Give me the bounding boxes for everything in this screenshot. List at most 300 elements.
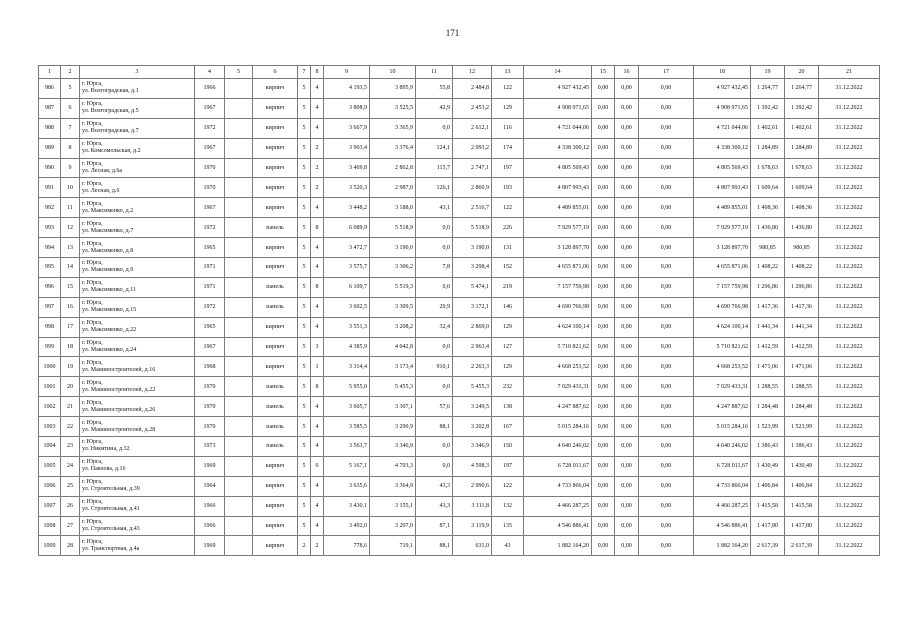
cell-col-12: 2 990,6 bbox=[453, 476, 492, 496]
address-cell bbox=[80, 238, 195, 258]
address-city: г. Юрга, bbox=[82, 479, 103, 486]
cell-col-17: 0,00 bbox=[639, 297, 694, 317]
cell-col-16: 0,00 bbox=[615, 337, 639, 357]
cell-col-6: кирпич bbox=[253, 158, 298, 178]
cell-col-9: 6 089,9 bbox=[324, 218, 370, 238]
cell-col-21: 31.12.2022 bbox=[819, 417, 880, 437]
cell-col-13: 131 bbox=[492, 238, 524, 258]
cell-col-4: 1970 bbox=[195, 417, 225, 437]
cell-col-7: 5 bbox=[298, 496, 311, 516]
cell-col-21: 31.12.2022 bbox=[819, 337, 880, 357]
cell-col-6: кирпич bbox=[253, 516, 298, 536]
row-subnumber: 17 bbox=[61, 317, 80, 337]
cell-col-15: 0,00 bbox=[592, 178, 615, 198]
row-number: 987 bbox=[39, 98, 61, 118]
address-city: г. Юрга, bbox=[82, 121, 103, 128]
cell-col-6: кирпич bbox=[253, 258, 298, 278]
cell-col-10: 3 173,4 bbox=[370, 357, 416, 377]
cell-col-4: 1970 bbox=[195, 377, 225, 397]
cell-col-8: 2 bbox=[311, 138, 324, 158]
cell-col-16: 0,00 bbox=[615, 277, 639, 297]
address-cell bbox=[80, 397, 195, 417]
row-number: 1002 bbox=[39, 397, 61, 417]
row-number: 1007 bbox=[39, 496, 61, 516]
cell-col-14: 4 733 866,04 bbox=[524, 476, 592, 496]
cell-col-12: 2 963,4 bbox=[453, 337, 492, 357]
row-subnumber: 10 bbox=[61, 178, 80, 198]
cell-col-17: 0,00 bbox=[639, 516, 694, 536]
cell-col-8: 4 bbox=[311, 397, 324, 417]
cell-col-14: 4 807 993,43 bbox=[524, 178, 592, 198]
row-number: 986 bbox=[39, 79, 61, 99]
cell-col-5 bbox=[225, 377, 253, 397]
cell-col-6: кирпич bbox=[253, 198, 298, 218]
cell-col-19: 1 436,80 bbox=[751, 218, 785, 238]
table-row bbox=[39, 297, 880, 317]
cell-col-11: 115,7 bbox=[416, 158, 453, 178]
cell-col-16: 0,00 bbox=[615, 138, 639, 158]
cell-col-15: 0,00 bbox=[592, 437, 615, 457]
cell-col-21: 31.12.2022 bbox=[819, 218, 880, 238]
cell-col-6: кирпич bbox=[253, 238, 298, 258]
cell-col-21: 31.12.2022 bbox=[819, 437, 880, 457]
cell-col-17: 0,00 bbox=[639, 437, 694, 457]
cell-col-10: 3 290,9 bbox=[370, 417, 416, 437]
row-number: 999 bbox=[39, 337, 61, 357]
cell-col-7: 5 bbox=[298, 79, 311, 99]
cell-col-5 bbox=[225, 536, 253, 556]
cell-col-11: 43,1 bbox=[416, 198, 453, 218]
cell-col-14: 4 338 300,12 bbox=[524, 138, 592, 158]
cell-col-14: 4 690 766,98 bbox=[524, 297, 592, 317]
cell-col-21: 31.12.2022 bbox=[819, 357, 880, 377]
address-street: ул. Строительная, д.43 bbox=[82, 526, 140, 533]
cell-col-15: 0,00 bbox=[592, 258, 615, 278]
cell-col-15: 0,00 bbox=[592, 297, 615, 317]
cell-col-13: 167 bbox=[492, 417, 524, 437]
address-cell bbox=[80, 357, 195, 377]
table-row bbox=[39, 79, 880, 99]
cell-col-4: 1967 bbox=[195, 138, 225, 158]
cell-col-9: 3 667,9 bbox=[324, 118, 370, 138]
cell-col-6: кирпич bbox=[253, 138, 298, 158]
cell-col-11: 0,0 bbox=[416, 218, 453, 238]
cell-col-5 bbox=[225, 496, 253, 516]
cell-col-14: 7 029 433,31 bbox=[524, 377, 592, 397]
address-city: г. Юрга, bbox=[82, 81, 103, 88]
address-city: г. Юрга, bbox=[82, 419, 103, 426]
cell-col-8: 4 bbox=[311, 238, 324, 258]
cell-col-17: 0,00 bbox=[639, 79, 694, 99]
cell-col-7: 5 bbox=[298, 397, 311, 417]
column-header-21: 21 bbox=[819, 66, 880, 79]
cell-col-10: 3 207,0 bbox=[370, 516, 416, 536]
row-subnumber: 20 bbox=[61, 377, 80, 397]
cell-col-13: 129 bbox=[492, 357, 524, 377]
address-city: г. Юрга, bbox=[82, 161, 103, 167]
cell-col-18: 4 466 287,25 bbox=[694, 496, 751, 516]
cell-col-13: 197 bbox=[492, 456, 524, 476]
cell-col-18: 4 805 569,43 bbox=[694, 158, 751, 178]
cell-col-12: 2 869,0 bbox=[453, 317, 492, 337]
header-row bbox=[39, 66, 880, 79]
cell-col-9: 5 167,1 bbox=[324, 456, 370, 476]
cell-col-5 bbox=[225, 357, 253, 377]
row-number: 1001 bbox=[39, 377, 61, 397]
column-header-7: 7 bbox=[298, 66, 311, 79]
row-subnumber: 14 bbox=[61, 258, 80, 278]
cell-col-16: 0,00 bbox=[615, 297, 639, 317]
cell-col-15: 0,00 bbox=[592, 158, 615, 178]
column-header-15: 15 bbox=[592, 66, 615, 79]
cell-col-10: 4 703,3 bbox=[370, 456, 416, 476]
cell-col-9: 3 575,7 bbox=[324, 258, 370, 278]
cell-col-19: 1 412,59 bbox=[751, 337, 785, 357]
table-row bbox=[39, 238, 880, 258]
cell-col-11: 0,0 bbox=[416, 337, 453, 357]
column-header-5: 5 bbox=[225, 66, 253, 79]
cell-col-9: 3 492,0 bbox=[324, 516, 370, 536]
table-row bbox=[39, 178, 880, 198]
cell-col-15: 0,00 bbox=[592, 317, 615, 337]
cell-col-9: 3 314,4 bbox=[324, 357, 370, 377]
cell-col-21: 31.12.2022 bbox=[819, 536, 880, 556]
cell-col-7: 5 bbox=[298, 98, 311, 118]
cell-col-17: 0,00 bbox=[639, 238, 694, 258]
cell-col-12: 2 453,2 bbox=[453, 98, 492, 118]
cell-col-7: 5 bbox=[298, 357, 311, 377]
cell-col-7: 5 bbox=[298, 516, 311, 536]
cell-col-9: 3 448,2 bbox=[324, 198, 370, 218]
cell-col-14: 4 908 971,65 bbox=[524, 98, 592, 118]
cell-col-12: 5 474,1 bbox=[453, 277, 492, 297]
address-cell bbox=[80, 337, 195, 357]
address-cell bbox=[80, 297, 195, 317]
row-number: 997 bbox=[39, 297, 61, 317]
cell-col-12: 2 747,1 bbox=[453, 158, 492, 178]
page-number: 171 bbox=[445, 28, 460, 38]
cell-col-14: 1 882 164,20 bbox=[524, 536, 592, 556]
cell-col-10: 5 519,3 bbox=[370, 277, 416, 297]
address-street: ул. Волгоградская, д.7 bbox=[82, 128, 139, 135]
cell-col-17: 0,00 bbox=[639, 178, 694, 198]
cell-col-19: 1 386,43 bbox=[751, 437, 785, 457]
cell-col-20: 1 386,43 bbox=[785, 437, 819, 457]
cell-col-5 bbox=[225, 317, 253, 337]
cell-col-17: 0,00 bbox=[639, 337, 694, 357]
cell-col-13: 122 bbox=[492, 198, 524, 218]
cell-col-8: 8 bbox=[311, 218, 324, 238]
address-street: ул. Максименко, д.2 bbox=[82, 207, 134, 214]
cell-col-4: 1973 bbox=[195, 437, 225, 457]
cell-col-5 bbox=[225, 178, 253, 198]
cell-col-15: 0,00 bbox=[592, 138, 615, 158]
cell-col-14: 4 927 432,45 bbox=[524, 79, 592, 99]
cell-col-13: 129 bbox=[492, 98, 524, 118]
cell-col-21: 31.12.2022 bbox=[819, 258, 880, 278]
cell-col-6: кирпич bbox=[253, 456, 298, 476]
cell-col-4: 1970 bbox=[195, 178, 225, 198]
cell-col-10: 3 309,5 bbox=[370, 297, 416, 317]
row-number: 1005 bbox=[39, 456, 61, 476]
cell-col-4: 1964 bbox=[195, 476, 225, 496]
cell-col-12: 3 202,8 bbox=[453, 417, 492, 437]
row-number: 989 bbox=[39, 138, 61, 158]
address-city: г. Юрга, bbox=[82, 499, 103, 506]
cell-col-12: 5 518,9 bbox=[453, 218, 492, 238]
cell-col-10: 5 455,3 bbox=[370, 377, 416, 397]
cell-col-14: 7 929 577,19 bbox=[524, 218, 592, 238]
cell-col-17: 0,00 bbox=[639, 138, 694, 158]
cell-col-15: 0,00 bbox=[592, 79, 615, 99]
row-subnumber: 9 bbox=[61, 158, 80, 178]
cell-col-19: 1 284,89 bbox=[751, 138, 785, 158]
cell-col-11: 43,3 bbox=[416, 496, 453, 516]
cell-col-16: 0,00 bbox=[615, 456, 639, 476]
cell-col-20: 1 402,61 bbox=[785, 118, 819, 138]
table-row bbox=[39, 357, 880, 377]
cell-col-13: 219 bbox=[492, 277, 524, 297]
cell-col-6: кирпич bbox=[253, 79, 298, 99]
address-cell bbox=[80, 98, 195, 118]
cell-col-10: 3 365,9 bbox=[370, 118, 416, 138]
cell-col-20: 980,85 bbox=[785, 238, 819, 258]
cell-col-4: 1965 bbox=[195, 238, 225, 258]
cell-col-14: 4 721 044,06 bbox=[524, 118, 592, 138]
address-city: г. Юрга, bbox=[82, 399, 103, 406]
cell-col-11: 0,0 bbox=[416, 377, 453, 397]
address-street: ул. Лесная, д.6а bbox=[82, 168, 123, 174]
row-subnumber: 6 bbox=[61, 98, 80, 118]
row-subnumber: 13 bbox=[61, 238, 80, 258]
row-subnumber: 21 bbox=[61, 397, 80, 417]
cell-col-15: 0,00 bbox=[592, 337, 615, 357]
cell-col-8: 8 bbox=[311, 377, 324, 397]
cell-col-12: 631,0 bbox=[453, 536, 492, 556]
row-subnumber: 15 bbox=[61, 277, 80, 297]
cell-col-15: 0,00 bbox=[592, 118, 615, 138]
address-cell bbox=[80, 138, 195, 158]
cell-col-5 bbox=[225, 238, 253, 258]
cell-col-7: 5 bbox=[298, 178, 311, 198]
cell-col-8: 2 bbox=[311, 178, 324, 198]
cell-col-17: 0,00 bbox=[639, 397, 694, 417]
address-street: ул. Строительная, д.41 bbox=[82, 506, 140, 513]
row-number: 995 bbox=[39, 258, 61, 278]
cell-col-16: 0,00 bbox=[615, 417, 639, 437]
address-cell bbox=[80, 158, 195, 178]
cell-col-14: 4 466 287,25 bbox=[524, 496, 592, 516]
cell-col-12: 2 263,3 bbox=[453, 357, 492, 377]
cell-col-18: 4 668 253,52 bbox=[694, 357, 751, 377]
cell-col-16: 0,00 bbox=[615, 377, 639, 397]
cell-col-13: 150 bbox=[492, 437, 524, 457]
address-cell bbox=[80, 437, 195, 457]
cell-col-17: 0,00 bbox=[639, 456, 694, 476]
cell-col-12: 2 993,2 bbox=[453, 138, 492, 158]
address-city: г. Юрга, bbox=[82, 439, 103, 446]
cell-col-17: 0,00 bbox=[639, 317, 694, 337]
cell-col-5 bbox=[225, 476, 253, 496]
cell-col-13: 174 bbox=[492, 138, 524, 158]
address-cell bbox=[80, 317, 195, 337]
cell-col-7: 5 bbox=[298, 417, 311, 437]
cell-col-17: 0,00 bbox=[639, 158, 694, 178]
table-row bbox=[39, 377, 880, 397]
cell-col-4: 1972 bbox=[195, 118, 225, 138]
cell-col-11: 88,1 bbox=[416, 417, 453, 437]
cell-col-17: 0,00 bbox=[639, 476, 694, 496]
cell-col-16: 0,00 bbox=[615, 516, 639, 536]
cell-col-12: 3 172,1 bbox=[453, 297, 492, 317]
address-street: ул. Максименко, д.24 bbox=[82, 347, 137, 354]
cell-col-11: 0,0 bbox=[416, 277, 453, 297]
row-number: 990 bbox=[39, 158, 61, 178]
cell-col-7: 5 bbox=[298, 277, 311, 297]
cell-col-21: 31.12.2022 bbox=[819, 297, 880, 317]
row-subnumber: 26 bbox=[61, 496, 80, 516]
table-row bbox=[39, 158, 880, 178]
cell-col-20: 1 609,64 bbox=[785, 178, 819, 198]
table-body bbox=[39, 79, 880, 556]
cell-col-20: 1 417,80 bbox=[785, 516, 819, 536]
cell-col-5 bbox=[225, 417, 253, 437]
cell-col-18: 1 882 164,20 bbox=[694, 536, 751, 556]
cell-col-16: 0,00 bbox=[615, 98, 639, 118]
cell-col-8: 4 bbox=[311, 98, 324, 118]
address-street: ул. Максименко, д.8 bbox=[82, 247, 134, 254]
cell-col-4: 1970 bbox=[195, 397, 225, 417]
row-subnumber: 27 bbox=[61, 516, 80, 536]
address-street: ул. Машиностроителей, д.26 bbox=[82, 406, 156, 413]
cell-col-18: 4 640 246,02 bbox=[694, 437, 751, 457]
cell-col-17: 0,00 bbox=[639, 277, 694, 297]
column-header-13: 13 bbox=[492, 66, 524, 79]
cell-col-11: 32,4 bbox=[416, 317, 453, 337]
cell-col-13: 138 bbox=[492, 397, 524, 417]
cell-col-19: 1 471,06 bbox=[751, 357, 785, 377]
cell-col-8: 4 bbox=[311, 496, 324, 516]
cell-col-19: 1 406,84 bbox=[751, 476, 785, 496]
address-city: г. Юрга, bbox=[82, 260, 103, 267]
cell-col-10: 3 155,1 bbox=[370, 496, 416, 516]
cell-col-21: 31.12.2022 bbox=[819, 118, 880, 138]
cell-col-21: 31.12.2022 bbox=[819, 138, 880, 158]
cell-col-6: кирпич bbox=[253, 337, 298, 357]
cell-col-6: панель bbox=[253, 417, 298, 437]
cell-col-20: 1 678,63 bbox=[785, 158, 819, 178]
row-subnumber: 12 bbox=[61, 218, 80, 238]
cell-col-18: 6 728 011,67 bbox=[694, 456, 751, 476]
cell-col-14: 3 128 897,70 bbox=[524, 238, 592, 258]
cell-col-9: 3 520,3 bbox=[324, 178, 370, 198]
cell-col-5 bbox=[225, 118, 253, 138]
cell-col-18: 4 546 886,41 bbox=[694, 516, 751, 536]
cell-col-8: 2 bbox=[311, 158, 324, 178]
cell-col-7: 5 bbox=[298, 238, 311, 258]
cell-col-14: 4 640 246,02 bbox=[524, 437, 592, 457]
cell-col-13: 197 bbox=[492, 158, 524, 178]
row-number: 1009 bbox=[39, 536, 61, 556]
cell-col-21: 31.12.2022 bbox=[819, 79, 880, 99]
cell-col-19: 1 408,22 bbox=[751, 258, 785, 278]
cell-col-17: 0,00 bbox=[639, 357, 694, 377]
cell-col-21: 31.12.2022 bbox=[819, 198, 880, 218]
cell-col-15: 0,00 bbox=[592, 476, 615, 496]
address-city: г. Юрга, bbox=[82, 519, 103, 526]
cell-col-9: 3 430,1 bbox=[324, 496, 370, 516]
cell-col-4: 1972 bbox=[195, 218, 225, 238]
address-cell bbox=[80, 417, 195, 437]
row-subnumber: 24 bbox=[61, 456, 80, 476]
table-row bbox=[39, 456, 880, 476]
address-street: ул. Комсомольская, д.2 bbox=[82, 148, 141, 155]
cell-col-4: 1966 bbox=[195, 79, 225, 99]
cell-col-11: 87,1 bbox=[416, 516, 453, 536]
cell-col-5 bbox=[225, 198, 253, 218]
table-row bbox=[39, 397, 880, 417]
cell-col-9: 5 955,0 bbox=[324, 377, 370, 397]
address-street: ул. Волгоградская, д.1 bbox=[82, 88, 139, 95]
address-cell bbox=[80, 218, 195, 238]
cell-col-16: 0,00 bbox=[615, 198, 639, 218]
address-street: ул. Машиностроителей, д.22 bbox=[82, 386, 156, 393]
cell-col-21: 31.12.2022 bbox=[819, 456, 880, 476]
table-row bbox=[39, 437, 880, 457]
cell-col-18: 5 015 284,16 bbox=[694, 417, 751, 437]
cell-col-7: 5 bbox=[298, 258, 311, 278]
row-number: 998 bbox=[39, 317, 61, 337]
address-street: ул. Машиностроителей, д.28 bbox=[82, 426, 156, 433]
cell-col-15: 0,00 bbox=[592, 456, 615, 476]
cell-col-14: 4 655 871,06 bbox=[524, 258, 592, 278]
cell-col-4: 1967 bbox=[195, 198, 225, 218]
cell-col-17: 0,00 bbox=[639, 98, 694, 118]
cell-col-17: 0,00 bbox=[639, 417, 694, 437]
cell-col-21: 31.12.2022 bbox=[819, 158, 880, 178]
cell-col-18: 4 807 993,43 bbox=[694, 178, 751, 198]
address-street: ул. Лесная, д.6 bbox=[82, 187, 120, 194]
column-header-17: 17 bbox=[639, 66, 694, 79]
cell-col-19: 1 441,34 bbox=[751, 317, 785, 337]
cell-col-17: 0,00 bbox=[639, 198, 694, 218]
row-number: 1006 bbox=[39, 476, 61, 496]
address-cell bbox=[80, 377, 195, 397]
cell-col-21: 31.12.2022 bbox=[819, 178, 880, 198]
cell-col-15: 0,00 bbox=[592, 496, 615, 516]
column-header-3: 3 bbox=[80, 66, 195, 79]
row-number: 994 bbox=[39, 238, 61, 258]
row-subnumber: 18 bbox=[61, 337, 80, 357]
cell-col-9: 3 635,6 bbox=[324, 476, 370, 496]
cell-col-20: 1 441,34 bbox=[785, 317, 819, 337]
cell-col-12: 3 119,9 bbox=[453, 516, 492, 536]
cell-col-18: 7 029 433,31 bbox=[694, 377, 751, 397]
table-row bbox=[39, 198, 880, 218]
address-city: г. Юрга, bbox=[82, 141, 103, 148]
cell-col-15: 0,00 bbox=[592, 218, 615, 238]
cell-col-9: 3 808,9 bbox=[324, 98, 370, 118]
cell-col-11: 7,8 bbox=[416, 258, 453, 278]
cell-col-4: 1969 bbox=[195, 456, 225, 476]
cell-col-21: 31.12.2022 bbox=[819, 98, 880, 118]
address-city: г. Юрга, bbox=[82, 101, 103, 108]
cell-col-11: 126,1 bbox=[416, 178, 453, 198]
cell-col-11: 0,0 bbox=[416, 118, 453, 138]
cell-col-8: 4 bbox=[311, 297, 324, 317]
cell-col-19: 1 288,55 bbox=[751, 377, 785, 397]
column-header-12: 12 bbox=[453, 66, 492, 79]
